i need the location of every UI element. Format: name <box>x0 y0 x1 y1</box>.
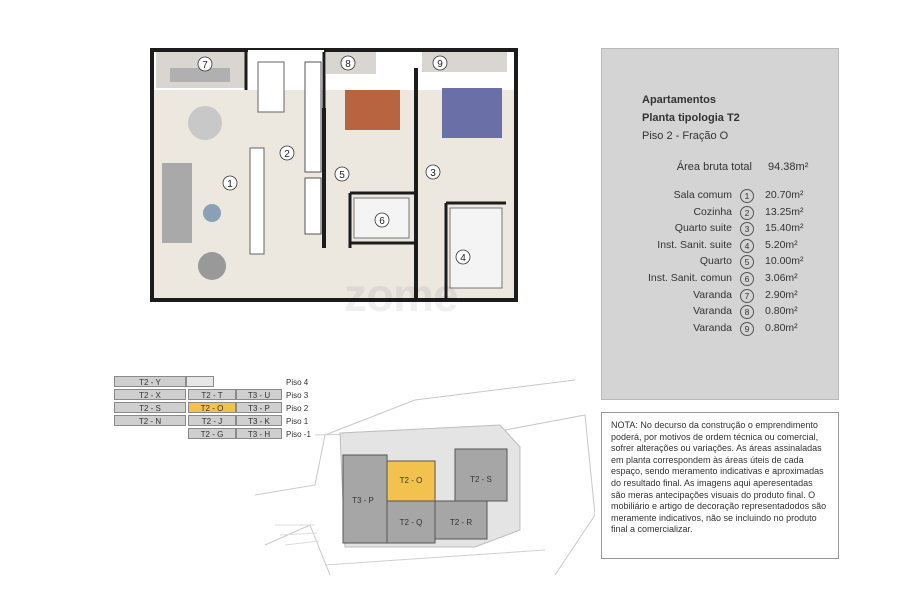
area-row <box>602 221 840 238</box>
building-label: T2 - S <box>470 475 492 484</box>
unit-cell: T3 - P <box>236 402 282 413</box>
zome-watermark: zome <box>344 269 458 321</box>
unit-cell: T3 - U <box>236 389 282 400</box>
area-row <box>602 288 840 305</box>
unit-cell: T2 - Y <box>114 376 186 387</box>
area-row <box>602 238 840 255</box>
unit-cell: T2 - S <box>114 402 186 413</box>
area-value: 2.90m² <box>765 288 798 301</box>
area-row <box>602 321 840 338</box>
area-label: Inst. Sanit. suite <box>657 238 732 251</box>
site-plan <box>255 375 595 585</box>
site-plan-drawing <box>255 375 595 585</box>
area-number-badge: 9 <box>740 322 754 336</box>
info-panel <box>601 48 839 400</box>
area-number-badge: 4 <box>740 239 754 253</box>
area-value: 10.00m² <box>765 255 804 268</box>
unit-cell: T2 - X <box>114 389 186 400</box>
room-number-4: 4 <box>460 253 466 264</box>
floor-plan <box>150 48 520 303</box>
floor-label: Piso -1 <box>286 430 311 439</box>
floor-label: Piso 1 <box>286 417 309 426</box>
floor-label: Piso 2 <box>286 404 309 413</box>
room-number-1: 1 <box>227 179 233 190</box>
area-label: Varanda <box>693 288 732 301</box>
area-value: 0.80m² <box>765 305 798 318</box>
floor-label: Piso 4 <box>286 378 309 387</box>
room-number-5: 5 <box>339 170 345 181</box>
title-apartamentos: Apartamentos <box>642 94 716 106</box>
area-value: 5.20m² <box>765 238 798 251</box>
area-number-badge: 3 <box>740 222 754 236</box>
room-number-9: 9 <box>437 59 443 70</box>
disclaimer-note: NOTA: No decurso da construção o emprendimento poderá, por motivos de ordem técnica ou comercial, sofrer alterações ou variações. As áreas assinaladas em planta correspondem às áreas úteis de cada espaço, sendo meramento indicativas e aproximadas do resultado final. As imagens aqui aperesentadas são meras antecipações visuais do produto final. O mobiliário e artigo de decoração representadodos são meramente indicativos, não se incluindo no produto final a comercializar. <box>601 412 839 559</box>
area-number-badge: 2 <box>740 206 754 220</box>
unit-cell: T2 - J <box>188 415 236 426</box>
subtitle-floor-fraction: Piso 2 - Fração O <box>642 130 729 142</box>
area-table <box>602 188 840 337</box>
unit-cell-empty <box>186 376 214 387</box>
unit-cell-highlighted: T2 - O <box>188 402 236 413</box>
area-number-badge: 1 <box>740 189 754 203</box>
area-value: 15.40m² <box>765 222 804 235</box>
building-label: T2 - Q <box>399 518 423 527</box>
title-typology: Planta tipologia T2 <box>642 112 740 124</box>
area-label: Sala comum <box>673 189 732 201</box>
room-number-2: 2 <box>284 149 290 160</box>
room-number-3: 3 <box>430 168 436 179</box>
room-number-8: 8 <box>345 59 351 70</box>
area-label: Quarto suite <box>674 222 732 235</box>
area-number-badge: 6 <box>740 272 754 286</box>
room-number-7: 7 <box>202 60 208 71</box>
area-row <box>602 271 840 288</box>
floor-plan-drawing <box>150 48 520 303</box>
area-value: 13.25m² <box>765 205 804 218</box>
area-number-badge: 7 <box>740 289 754 303</box>
unit-cell: T2 - T <box>188 389 236 400</box>
area-row <box>602 188 840 205</box>
area-value: 3.06m² <box>765 271 798 284</box>
area-row <box>602 205 840 222</box>
total-area-label: Área bruta total <box>676 161 752 173</box>
area-label: Cozinha <box>693 205 732 218</box>
area-number-badge: 5 <box>740 255 754 269</box>
total-area-value: 94.38m² <box>768 161 809 173</box>
floor-label: Piso 3 <box>286 391 309 400</box>
area-value: 0.80m² <box>765 321 798 334</box>
unit-cell: T3 - H <box>236 428 282 439</box>
area-label: Varanda <box>693 321 732 334</box>
area-number-badge: 8 <box>740 305 754 319</box>
unit-cell: T2 - G <box>188 428 236 439</box>
unit-cell: T3 - K <box>236 415 282 426</box>
unit-cell: T2 - N <box>114 415 186 426</box>
area-row <box>602 304 840 321</box>
building-label-highlighted: T2 - O <box>399 476 423 485</box>
area-label: Quarto <box>699 255 732 268</box>
area-value: 20.70m² <box>765 189 804 201</box>
area-label: Inst. Sanit. comun <box>647 271 732 284</box>
room-number-6: 6 <box>379 216 385 227</box>
area-label: Varanda <box>693 305 732 318</box>
building-label: T2 - R <box>449 518 473 527</box>
building-label: T3 - P <box>352 496 374 505</box>
area-row <box>602 254 840 271</box>
